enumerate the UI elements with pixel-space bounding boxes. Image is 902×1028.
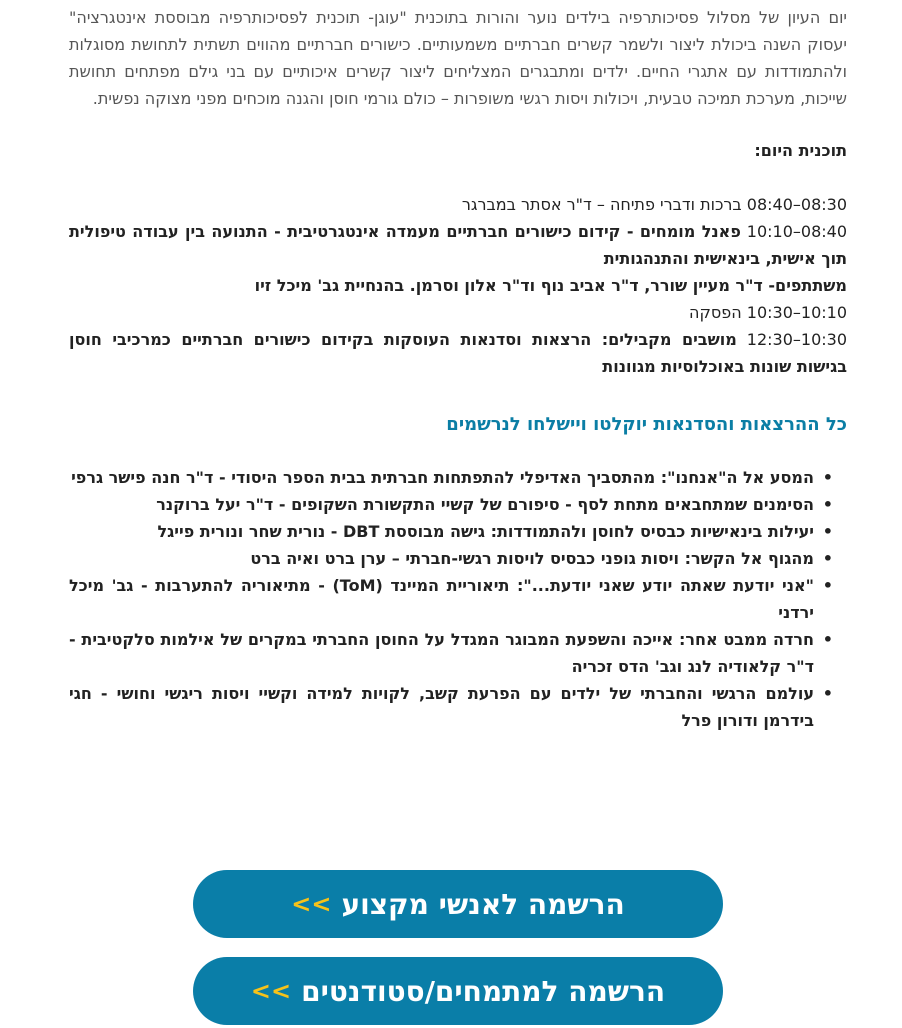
schedule-item <box>69 218 847 272</box>
schedule-list <box>69 191 847 380</box>
intro-paragraph: יום העיון של מסלול פסיכותרפיה בילדים נוער והורות בתוכנית "עוגן- תוכנית לפסיכותרפיה מבוססת אינטגרציה" יעסוק השנה ביכולת ליצור ולשמר קשרים חברתיים משמעותיים. כישורים חברתיים מהווים תשתית לתחושת מסוגלות ולהתמודדות עם אתגרי החיים. ילדים ומתבגרים המצליחים ליצור קשרים איכותיים עם בני גילם מפתחים תחושת שייכות, מערכת תמיכה טבעית, ויכולות ויסות רגשי משופרות – כולם גורמי חוסן והגנה מוכחים מפני מצוקה נפשית. <box>69 8 847 108</box>
list-item <box>69 545 833 572</box>
bullet-icon: • <box>822 684 833 703</box>
schedule-time: 10:30–12:30 <box>746 330 847 349</box>
talk-title: מהגוף אל הקשר: ויסות גופני כבסיס לויסות רגשי-חברתי – ערן ברט ואיה ברט <box>250 549 814 568</box>
schedule-text: מושבים מקבילים: הרצאות וסדנאות העוסקות בקידום כישורים חברתיים כמרכיבי חוסן בגישות שונות באוכלוסיות מגוונות <box>69 330 847 376</box>
list-item <box>69 518 833 545</box>
schedule-title: תוכנית היום: <box>754 141 847 160</box>
bullet-icon: • <box>822 630 833 649</box>
bullet-icon: • <box>822 495 833 514</box>
schedule-time: 08:40–10:10 <box>746 222 847 241</box>
list-item <box>69 572 833 626</box>
schedule-text: הפסקה <box>689 303 742 322</box>
talk-title: יעילות בינאישיות כבסיס לחוסן ולהתמודדות: גישה מבוססת DBT - נורית שחר ונורית פייגל <box>157 522 814 541</box>
bullet-icon: • <box>822 576 833 595</box>
double-arrow-icon: >> <box>291 890 332 918</box>
schedule-item <box>69 326 847 380</box>
list-item <box>69 491 833 518</box>
schedule-time: 10:10–10:30 <box>746 303 847 322</box>
register-students-label: הרשמה למתמחים/סטודנטים <box>301 974 666 1008</box>
talks-list <box>69 464 847 734</box>
talk-title: המסע אל ה"אנחנו": מהתסביך האדיפלי להתפתחות חברתית בבית הספר היסודי - ד"ר חנה פישר גרפי <box>71 468 814 487</box>
talk-title: "אני יודעת שאתה יודע שאני יודעת...": תיאוריית המיינד (ToM) - מתיאוריה להתערבות - גב' מיכל ירדני <box>69 576 814 622</box>
schedule-text: ברכות ודברי פתיחה – ד"ר אסתר במברגר <box>461 195 742 214</box>
register-students-button[interactable] <box>193 957 723 1025</box>
list-item <box>69 626 833 680</box>
schedule-text: משתתפים- ד"ר מעיין שורר, ד"ר אביב נוף וד"ר אלון וסרמן. בהנחיית גב' מיכל זיו <box>254 276 847 295</box>
schedule-time: 08:30–08:40 <box>746 195 847 214</box>
schedule-item <box>69 272 847 299</box>
talk-title: עולמם הרגשי והחברתי של ילדים עם הפרעת קשב, לקויות למידה וקשיי ויסות ריגשי וחושי - חגי בידרמן ודורון פרל <box>69 684 814 730</box>
schedule-text: פאנל מומחים - קידום כישורים חברתיים מעמדה אינטגרטיבית - התנועה בין עבודה טיפולית תוך אישית, בינאישית והתנהגותית <box>69 222 847 268</box>
talk-title: חרדה ממבט אחר: אייכה והשפעת המבוגר המגדל על החוסן החברתי במקרים של אילמות סלקטיבית - ד"ר קלאודיה לנג וגב' הדס זכריה <box>69 630 814 676</box>
register-professionals-label: הרשמה לאנשי מקצוע <box>341 887 625 921</box>
bullet-icon: • <box>822 468 833 487</box>
schedule-item <box>69 191 847 218</box>
list-item <box>69 680 833 734</box>
list-item <box>69 464 833 491</box>
double-arrow-icon: >> <box>250 977 292 1005</box>
bullet-icon: • <box>822 522 833 541</box>
talk-title: הסימנים שמתחבאים מתחת לסף - סיפורם של קשיי התקשורת השקופים - ד"ר יעל ברוקנר <box>156 495 814 514</box>
bullet-icon: • <box>822 549 833 568</box>
schedule-item <box>69 299 847 326</box>
register-professionals-button[interactable] <box>193 870 723 938</box>
recordings-note-heading: כל ההרצאות והסדנאות יוקלטו ויישלחו לנרשמים <box>446 414 847 435</box>
event-content <box>69 4 847 734</box>
